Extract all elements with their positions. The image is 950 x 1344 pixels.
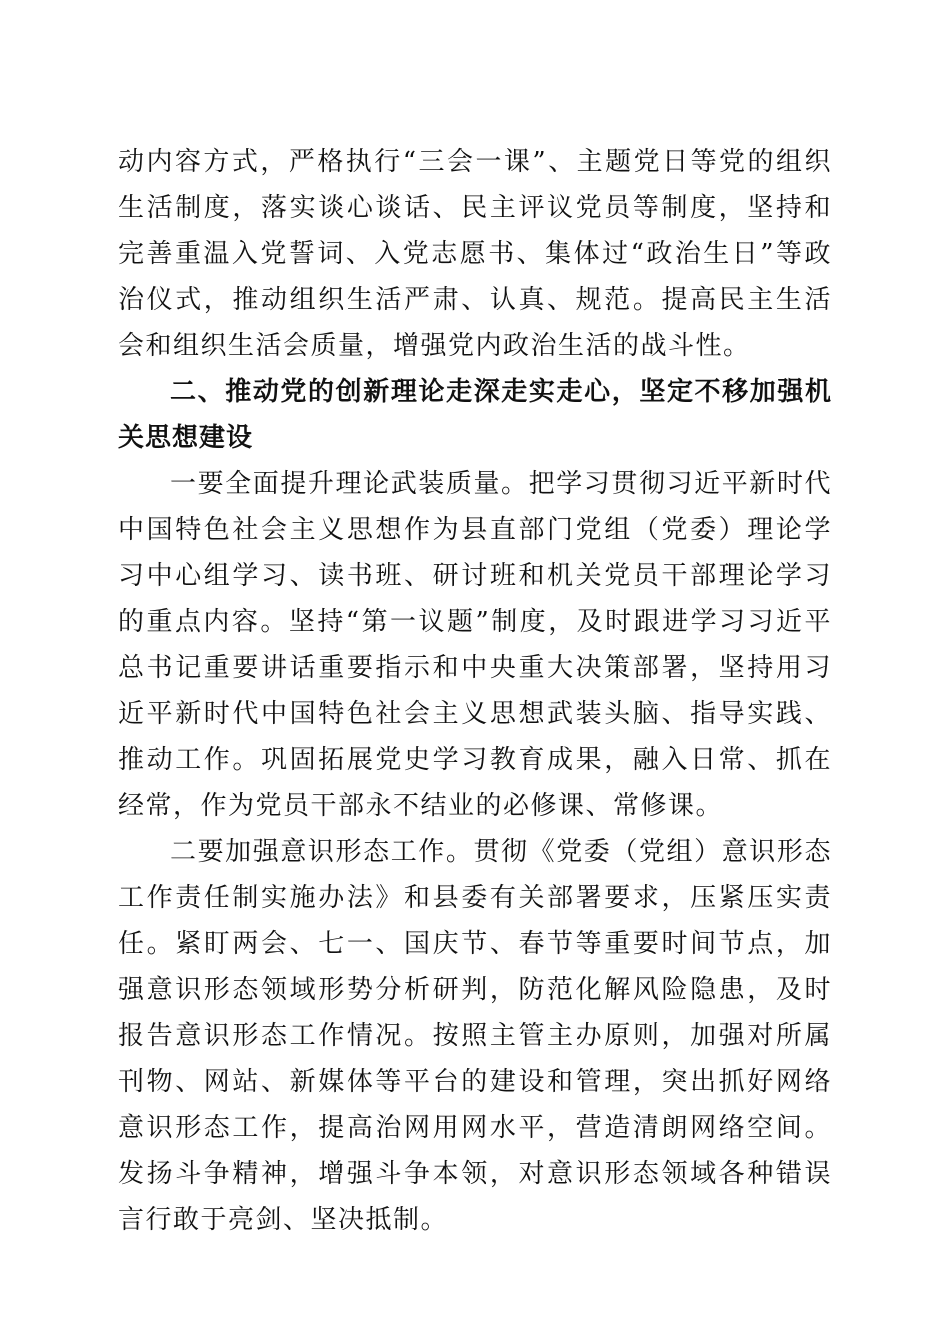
- continued-paragraph: 动内容方式，严格执行“三会一课”、主题党日等党的组织生活制度，落实谈心谈话、民主评议党员等制度，坚持和完善重温入党誓词、入党志愿书、集体过“政治生日”等政治仪式，推动组织生活严肃、认真、规范。提高民主生活会和组织生活会质量，增强党内政治生活的战斗性。: [118, 147, 832, 361]
- paragraph-ideology-work: 二要加强意识形态工作。贯彻《党委（党组）意识形态工作责任制实施办法》和县委有关部署要求，压紧压实责任。紧盯两会、七一、国庆节、春节等重要时间节点，加强意识形态领域形势分析研判，防范化解风险隐患，及时报告意识形态工作情况。按照主管主办原则，加强对所属刊物、网站、新媒体等平台的建设和管理，突出抓好网络意识形态工作，提高治网用网水平，营造清朗网络空间。发扬斗争精神，增强斗争本领，对意识形态领域各种错误言行敢于亮剑、坚决抵制。: [118, 837, 832, 1235]
- document-body: [118, 139, 832, 1243]
- paragraph-theory-armament: 一要全面提升理论武装质量。把学习贯彻习近平新时代中国特色社会主义思想作为县直部门党组（党委）理论学习中心组学习、读书班、研讨班和机关党员干部理论学习的重点内容。坚持“第一议题”制度，及时跟进学习习近平总书记重要讲话重要指示和中央重大决策部署，坚持用习近平新时代中国特色社会主义思想武装头脑、指导实践、推动工作。巩固拓展党史学习教育成果，融入日常、抓在经常，作为党员干部永不结业的必修课、常修课。: [118, 469, 832, 821]
- section-heading: 二、推动党的创新理论走深走实走心，坚定不移加强机关思想建设: [118, 377, 832, 453]
